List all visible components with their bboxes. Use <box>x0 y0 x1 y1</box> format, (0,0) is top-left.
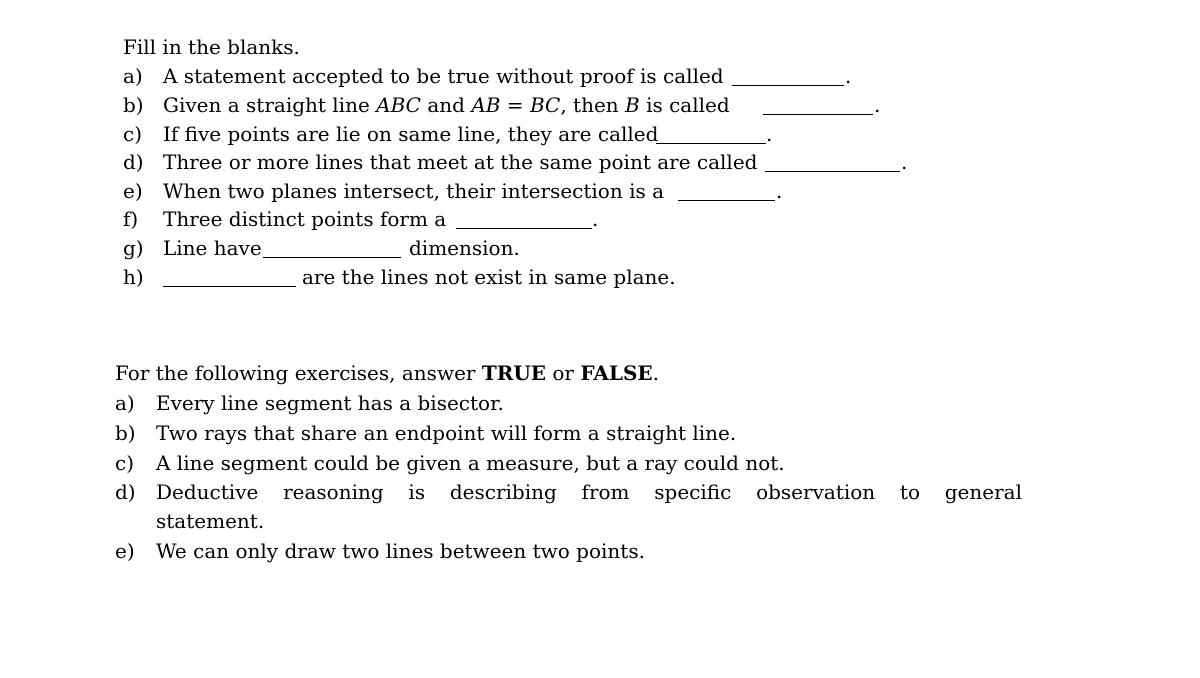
statement-text: Every line segment has a bisector. <box>156 391 504 415</box>
answer-blank <box>456 228 592 229</box>
end-period: . <box>901 150 908 174</box>
answer-blank <box>163 286 296 287</box>
end-period: . <box>845 64 852 88</box>
section-heading-true-false: For the following exercises, answer TRUE or FALSE. <box>115 361 660 385</box>
item-label: b) <box>115 421 136 445</box>
question-text: Line have <box>163 236 262 260</box>
question-text: If five points are lie on same line, they are called <box>163 122 659 146</box>
question-text: Three or more lines that meet at the same point are called <box>163 150 758 174</box>
end-period: . <box>776 179 783 203</box>
statement-text-continued: statement. <box>156 509 265 533</box>
end-period: . <box>766 122 773 146</box>
question-text: Given a straight line ABC and AB = BC, then B is called <box>163 93 730 117</box>
item-label: d) <box>123 150 144 174</box>
item-label: a) <box>115 391 135 415</box>
answer-blank <box>732 85 844 86</box>
item-label: e) <box>123 179 143 203</box>
answer-blank <box>763 114 873 115</box>
question-text: When two planes intersect, their intersection is a <box>163 179 665 203</box>
answer-blank <box>765 171 900 172</box>
section-heading-fill-blanks: Fill in the blanks. <box>123 35 300 59</box>
answer-blank <box>263 257 401 258</box>
item-label: d) <box>115 480 136 504</box>
item-label: b) <box>123 93 144 117</box>
statement-text: We can only draw two lines between two points. <box>156 539 645 563</box>
statement-text-justified: Deductive reasoning is describing from specific observation to general <box>156 480 1022 504</box>
item-label: e) <box>115 539 135 563</box>
question-text: A statement accepted to be true without proof is called <box>163 64 724 88</box>
item-label: c) <box>115 451 135 475</box>
item-label: f) <box>123 207 139 231</box>
question-text-after-blank: dimension. <box>409 236 520 260</box>
question-text: Three distinct points form a <box>163 207 447 231</box>
answer-blank <box>678 200 775 201</box>
item-label: h) <box>123 265 144 289</box>
statement-text: Two rays that share an endpoint will form a straight line. <box>156 421 737 445</box>
item-label: c) <box>123 122 143 146</box>
end-period: . <box>874 93 881 117</box>
item-label: g) <box>123 236 144 260</box>
question-text-after-blank: are the lines not exist in same plane. <box>302 265 676 289</box>
answer-blank <box>656 143 766 144</box>
statement-text: A line segment could be given a measure, but a ray could not. <box>156 451 785 475</box>
item-label: a) <box>123 64 143 88</box>
end-period: . <box>592 207 599 231</box>
